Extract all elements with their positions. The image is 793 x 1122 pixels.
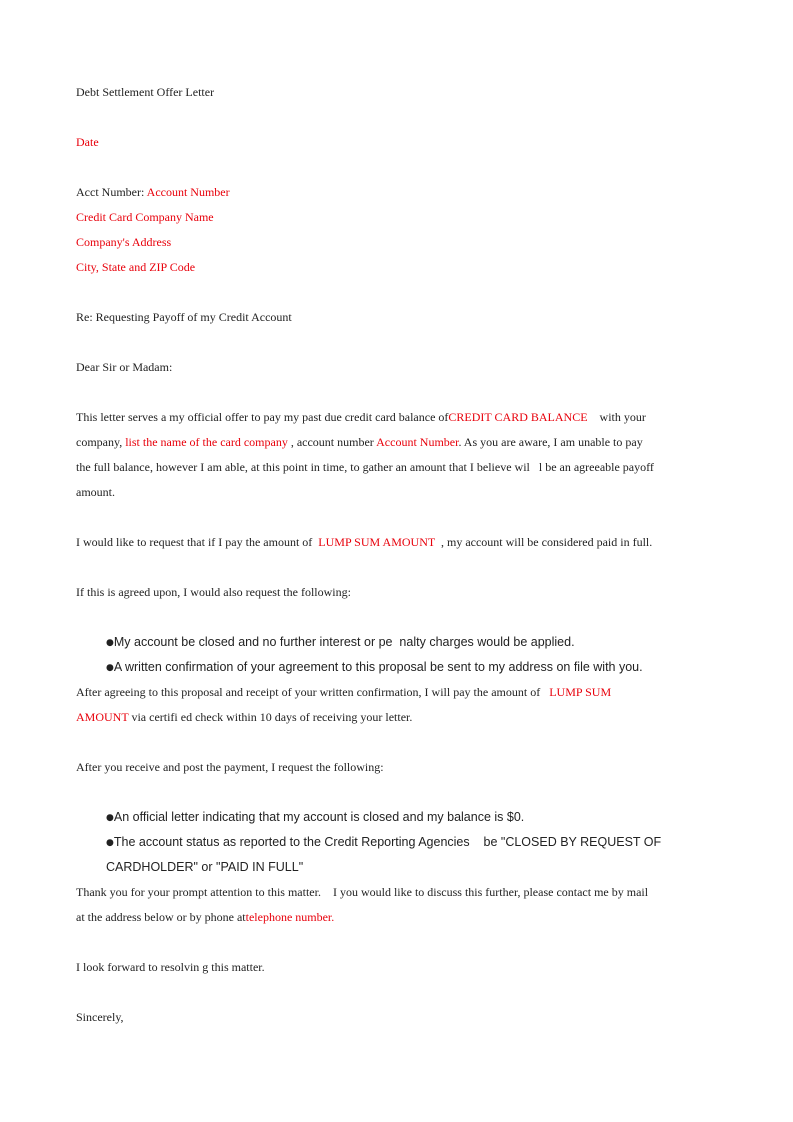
paragraph-6-line-1: Thank you for your prompt attention to this matter. I you would like to discuss this further, please contact me by mail	[76, 885, 649, 899]
paragraph-4-text: via certifi ed check within 10 days of receiving your letter.	[128, 710, 413, 724]
card-company-name-placeholder: list the name of the card company	[125, 435, 288, 449]
paragraph-6-line-2	[76, 909, 334, 925]
city-state-zip-placeholder: City, State and ZIP Code	[76, 260, 196, 274]
list-item-text: A written confirmation of your agreement to this proposal be sent to my address on file with you.	[113, 660, 643, 674]
list-item-text: An official letter indicating that my account is closed and my balance is $0.	[113, 810, 525, 824]
paragraph-1-text: , account number	[287, 435, 377, 449]
account-number-placeholder: Account Number	[146, 185, 230, 199]
paragraph-2-text: , my account will be considered paid in full.	[434, 535, 653, 549]
telephone-number-placeholder: telephone number	[245, 910, 332, 924]
bullet-icon: ●	[106, 638, 114, 648]
paragraph-1-text: with your	[587, 410, 646, 424]
credit-card-balance-placeholder: CREDIT CARD BALANCE	[448, 410, 588, 424]
bullet-icon: ●	[106, 813, 114, 823]
bullet-icon: ●	[106, 663, 114, 673]
paragraph-7: I look forward to resolvin g this matter.	[76, 960, 265, 974]
paragraph-1-line-1	[76, 409, 646, 425]
bullet-icon: ●	[106, 838, 114, 848]
paragraph-1-line-3: the full balance, however I am able, at this point in time, to gather an amount that I believe wil l be an agreeable payoff	[76, 460, 654, 474]
list-item-continuation: CARDHOLDER" or "PAID IN FULL"	[106, 860, 304, 874]
amount-placeholder: AMOUNT	[76, 710, 129, 724]
list-item	[106, 809, 524, 826]
list-item-text: The account status as reported to the Credit Reporting Agencies be "CLOSED BY REQUEST OF	[113, 835, 662, 849]
paragraph-1-text: This letter serves a my official offer to pay my past due credit card balance of	[76, 410, 449, 424]
paragraph-1-line-4: amount.	[76, 485, 115, 499]
paragraph-6-text: .	[331, 910, 335, 924]
letter-title: Debt Settlement Offer Letter	[76, 85, 215, 99]
company-address-placeholder: Company's Address	[76, 235, 172, 249]
lump-sum-placeholder: LUMP SUM	[549, 685, 612, 699]
account-number-label: Acct Number:	[76, 185, 145, 199]
account-number-placeholder-inline: Account Number	[376, 435, 459, 449]
closing: Sincerely,	[76, 1010, 124, 1024]
list-item	[106, 634, 575, 651]
date-placeholder: Date	[76, 135, 99, 149]
re-line: Re: Requesting Payoff of my Credit Account	[76, 310, 292, 324]
paragraph-1-text: . As you are aware, I am unable to pay	[458, 435, 643, 449]
list-item	[106, 834, 661, 851]
account-number-line	[76, 184, 230, 200]
paragraph-4-line-1	[76, 684, 611, 700]
paragraph-1-line-2	[76, 434, 643, 450]
paragraph-5: After you receive and post the payment, I request the following:	[76, 760, 384, 774]
salutation: Dear Sir or Madam:	[76, 360, 173, 374]
paragraph-4-text: After agreeing to this proposal and receipt of your written confirmation, I will pay the amount of	[76, 685, 550, 699]
list-item	[106, 659, 643, 676]
paragraph-4-line-2	[76, 709, 412, 725]
list-item-text: My account be closed and no further interest or pe nalty charges would be applied.	[113, 635, 575, 649]
paragraph-1-text: company,	[76, 435, 126, 449]
company-name-placeholder: Credit Card Company Name	[76, 210, 214, 224]
lump-sum-amount-placeholder: LUMP SUM AMOUNT	[318, 535, 435, 549]
paragraph-2-text: I would like to request that if I pay the amount of	[76, 535, 319, 549]
paragraph-3: If this is agreed upon, I would also request the following:	[76, 585, 351, 599]
paragraph-2	[76, 534, 652, 550]
paragraph-6-text: at the address below or by phone at	[76, 910, 246, 924]
